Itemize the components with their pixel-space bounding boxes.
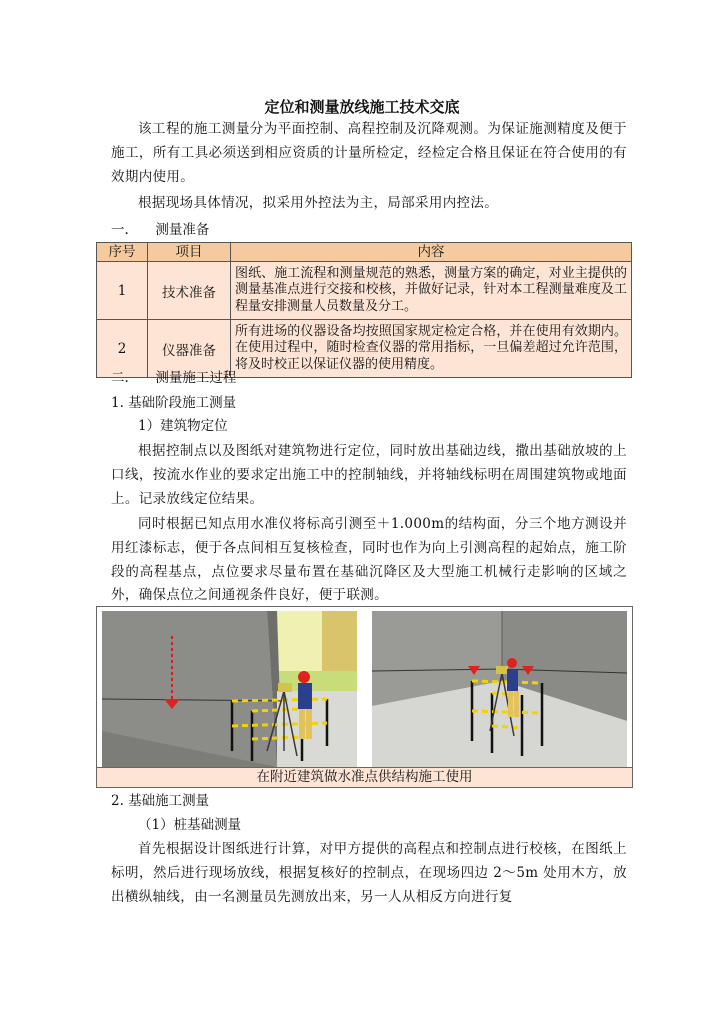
subsection-1-1-heading: 1）建筑物定位: [138, 418, 228, 434]
section-2-title: 测量施工过程: [155, 370, 237, 386]
locate-paragraph-1: 根据控制点以及图纸对建筑物进行定位，同时放出基础边线，撒出基础放坡的上口线，按流水作业的要求定出施工中的控制轴线，并将轴线标明在周围建筑物或地面上。记录放线定位结果。: [111, 443, 627, 507]
section-2-number: 二.: [111, 370, 129, 386]
locate-paragraph-2: 同时根据已知点用水准仪将标高引测至＋1.000m的结构面，分三个地方测设并用红漆标志，便于各点间相互复核检查，同时也作为向上引测高程的起始点，施工阶段的高程基点，点位要求尽量布置在基础沉降区及大型施工机械行走影响的区域之外，确保点位之间通视条件良好，便于联测。: [111, 516, 627, 604]
section-2-heading: [111, 368, 236, 388]
header-content: 内容: [231, 243, 632, 262]
preparation-table: [96, 242, 632, 378]
row-no: 2: [97, 320, 148, 378]
subsection-1-heading: [111, 393, 236, 413]
pile-paragraph: 首先根据设计图纸进行计算，对甲方提供的高程点和控制点进行校核，在图纸上标明，然后进行现场放线，根据复核好的控制点，在现场四边 2～5m 处用木方，放出横纵轴线，由一名测量员先测放出来，另一人从相反方向进行复: [111, 841, 627, 905]
document-title: 定位和测量放线施工技术交底: [264, 98, 460, 116]
row-no: 1: [97, 262, 148, 320]
figure-caption: 在附近建筑做水准点供结构施工使用: [97, 767, 632, 787]
subsection-1-title: 基础阶段施工测量: [128, 395, 237, 411]
section-1-heading: [111, 220, 209, 240]
section-1-title: 测量准备: [155, 222, 210, 238]
section-1-number: 一.: [111, 222, 129, 238]
row-content: 所有进场的仪器设备均按照国家规定检定合格，并在使用有效期内。在使用过程中，随时检查仪器的常用指标，一旦偏差超过允许范围，将及时校正以保证仪器的使用精度。: [231, 320, 632, 378]
table-header-row: [97, 243, 632, 262]
benchmark-figure: [96, 606, 633, 788]
subsection-2-1-heading: （1）桩基础测量: [138, 817, 242, 833]
row-item: 仪器准备: [148, 320, 231, 378]
header-no: 序号: [97, 243, 148, 262]
table-row: [97, 262, 632, 320]
intro-paragraph-2: 根据现场具体情况，拟采用外控法为主，局部采用内控法。: [138, 195, 499, 211]
row-item: 技术准备: [148, 262, 231, 320]
header-item: 项目: [148, 243, 231, 262]
intro-paragraph-1: 该工程的施工测量分为平面控制、高程控制及沉降观测。为保证施测精度及便于施工，所有工具必须送到相应资质的计量所检定，经检定合格且保证在符合使用的有效期内使用。: [111, 121, 627, 185]
benchmark-photo-right: [372, 611, 627, 767]
subsection-2-heading: [111, 791, 209, 811]
benchmark-photo-left: [102, 611, 357, 767]
row-content: 图纸、施工流程和测量规范的熟悉，测量方案的确定，对业主提供的测量基准点进行交接和校核，并做好记录，针对本工程测量难度及工程量安排测量人员数量及分工。: [231, 262, 632, 320]
subsection-1-number: 1.: [111, 395, 124, 411]
subsection-2-number: 2.: [111, 793, 124, 809]
subsection-2-title: 基础施工测量: [128, 793, 210, 809]
